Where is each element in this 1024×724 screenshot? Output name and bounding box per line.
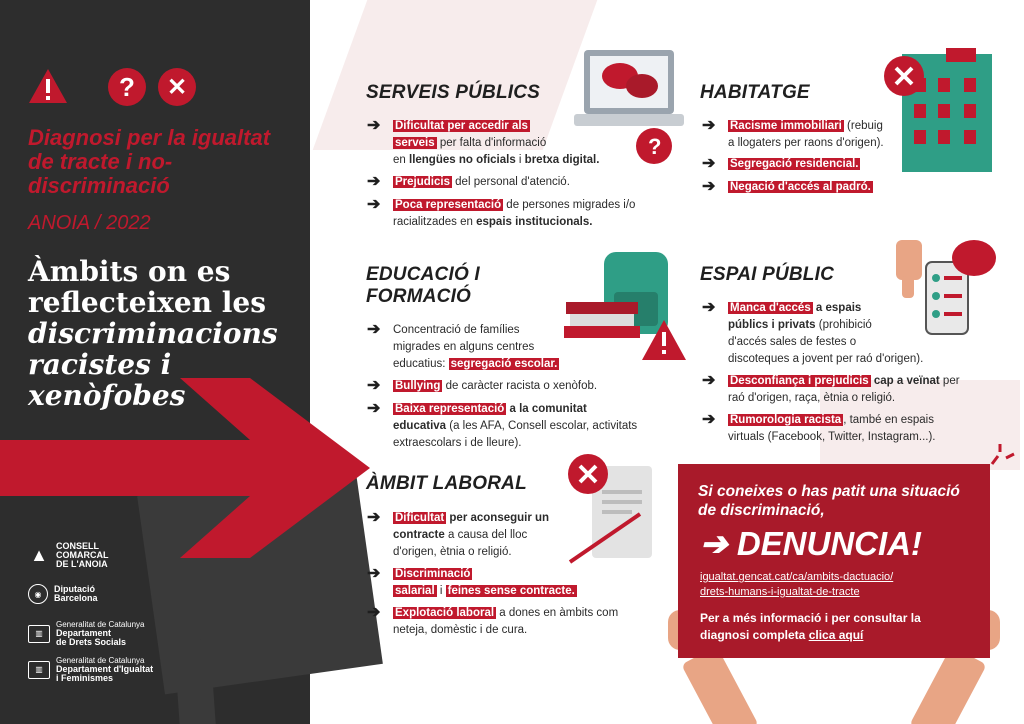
item-text: extraescolars i de lleure). [393, 437, 522, 449]
item-text: discoteques a jovent per raó d'origen). [728, 353, 924, 365]
item-text: virtuals (Facebook, Twitter, Instagram...). [728, 431, 936, 443]
report-box [678, 464, 990, 658]
item-text: racialitzades en [393, 216, 477, 228]
report-cta-text: DENUNCIA! [736, 525, 922, 562]
svg-text:?: ? [648, 134, 662, 159]
highlight-text: Desconfiança i prejudicis [730, 375, 869, 387]
item-text: i [436, 585, 446, 597]
logo-igualtat-feminismes [28, 656, 153, 683]
item-text: per falta d'informació [436, 137, 547, 149]
bold-text: espais institucionals. [476, 216, 593, 228]
section-title-educacio [366, 264, 480, 308]
arrow-right-icon: ➔ [367, 604, 381, 621]
arrow-right-icon: ➔ [367, 509, 381, 526]
arrow-right-icon: ➔ [367, 117, 381, 134]
highlight-text: Explotació laboral [395, 607, 495, 619]
section-title-laboral: ÀMBIT LABORAL [366, 473, 527, 494]
consell-logo-icon: ▲ [30, 545, 48, 565]
item-text: (a les AFA, Consell escolar, activitats [446, 420, 638, 432]
habitatge-item-2 [702, 155, 918, 173]
logo-text: Generalitat de Catalunya [56, 620, 145, 629]
report-link-line[interactable]: igualtat.gencat.cat/ca/ambits-dactuacio/ [700, 571, 894, 583]
highlight-text: Bullying [395, 380, 441, 392]
laboral-item-3 [367, 604, 653, 639]
item-text: i [515, 154, 525, 166]
item-text: migrades en alguns centres [393, 341, 535, 353]
bold-text: educativa [393, 420, 447, 432]
report-link[interactable] [700, 570, 893, 600]
logo-text: Generalitat de Catalunya [56, 656, 145, 665]
highlight-text: Racisme immobiliari [730, 120, 842, 132]
serveis-item-2 [367, 173, 653, 191]
headline-part-1: Àmbits on es reflecteixen les [28, 255, 266, 319]
arrow-right-icon: ➔ [367, 173, 381, 190]
big-arrow-graphic [0, 378, 370, 558]
arrow-right-icon: ➔ [702, 299, 716, 316]
highlight-text: Segregació residencial. [730, 158, 859, 170]
warning-icon [28, 68, 68, 104]
more-info-text: diagnosi completa [700, 628, 809, 642]
item-text: de persones migrades i/o [503, 199, 636, 211]
serveis-item-1 [367, 117, 633, 169]
highlight-text: feines sense contracte. [447, 585, 575, 597]
arrow-right-icon: ➔ [702, 117, 716, 134]
question-icon: ? [108, 68, 146, 106]
highlight-text: Baixa representació [395, 403, 505, 415]
generalitat-logo-icon: ▥ [28, 661, 50, 679]
diagnosis-subtitle: ANOIA / 2022 [28, 212, 151, 234]
highlight-text: Manca d'accés [730, 302, 811, 314]
item-text: d'origen, ètnia o religió. [393, 546, 512, 558]
logo-text: Diputació [54, 584, 96, 594]
highlight-text: Prejudicis [395, 176, 450, 188]
arrow-right-icon: ➔ [367, 321, 381, 338]
report-cta [700, 524, 922, 563]
item-text: a llogaters per raons d'origen). [728, 137, 884, 149]
logo-text: COMARCAL [56, 550, 109, 560]
espai-item-1 [702, 299, 968, 368]
arrow-right-icon: ➔ [367, 196, 381, 213]
bold-text: per aconseguir un [446, 512, 550, 524]
highlight-text: Negació d'accés al padró. [730, 181, 871, 193]
click-here-link[interactable]: clica aquí [808, 628, 864, 642]
serveis-item-3 [367, 196, 673, 231]
close-icon: ✕ [158, 68, 196, 106]
item-text: raó d'origen, raça, ètnia o religió. [728, 392, 896, 404]
bold-text: bretxa digital. [524, 154, 600, 166]
item-text: (rebuig [843, 120, 883, 132]
title-line: EDUCACIÓ I [366, 264, 480, 285]
arrow-right-icon: ➔ [367, 565, 381, 582]
highlight-text: Rumorologia racista [730, 414, 842, 426]
section-title-habitatge: HABITATGE [700, 82, 810, 103]
bold-text: contracte [393, 529, 445, 541]
highlight-text: salarial [395, 585, 435, 597]
habitatge-item-3 [702, 178, 918, 196]
highlight-text: segregació escolar. [450, 358, 558, 370]
logo-text: de Drets Socials [56, 637, 127, 647]
arrow-right-icon: ➔ [702, 372, 716, 389]
arrow-right-icon: ➔ [702, 155, 716, 172]
educacio-item-3 [367, 400, 663, 452]
logo-text: i Feminismes [56, 673, 114, 683]
headline-part-2: discriminacions racistes i xenòfobes [28, 317, 278, 412]
left-panel [0, 0, 310, 724]
bold-text: públics i privats [728, 319, 816, 331]
more-info [700, 610, 970, 644]
item-text: en [393, 154, 409, 166]
logo-text: Departament d'Igualtat [56, 664, 154, 674]
diagnosis-title: Diagnosi per la igualtat de tracte i no-discriminació [28, 125, 271, 198]
logo-text: CONSELL [56, 541, 100, 551]
generalitat-logo-icon: ▥ [28, 625, 50, 643]
logo-text: DE L'ANOIA [56, 559, 108, 569]
laboral-item-1 [367, 509, 583, 561]
highlight-text: Dificultat per accedir als [395, 120, 528, 132]
item-text: (prohibició [815, 319, 872, 331]
item-text: educatius: [393, 358, 449, 370]
arrow-right-icon: ➔ [702, 178, 716, 195]
section-title-serveis: SERVEIS PÚBLICS [366, 82, 541, 103]
diputacio-logo-icon: ◉ [28, 584, 48, 604]
highlight-text: Discriminació [395, 568, 471, 580]
bold-text: cap a veïnat [870, 375, 940, 387]
report-question: Si coneixes o has patit una situació de discriminació, [698, 483, 960, 519]
item-text: d'accés sales de festes o [728, 336, 857, 348]
item-text: neteja, domèstic i de cura. [393, 624, 528, 636]
section-title-espai: ESPAI PÚBLIC [700, 264, 835, 285]
sparkle-icon [986, 440, 1016, 470]
arrow-right-icon: ➔ [367, 377, 381, 394]
arrow-right-icon: ➔ [367, 400, 381, 417]
logo-diputacio [28, 584, 98, 604]
logo-drets-socials [28, 620, 145, 647]
habitatge-item-1 [702, 117, 918, 152]
educacio-item-2 [367, 377, 653, 395]
item-text: per [939, 375, 960, 387]
espai-item-3 [702, 411, 978, 446]
laboral-item-2 [367, 565, 613, 600]
logo-text: Barcelona [54, 593, 98, 603]
title-line: FORMACIÓ [366, 286, 472, 307]
item-text: de caràcter racista o xenòfob. [442, 380, 598, 392]
highlight-text: Dificultat [395, 512, 445, 524]
arrow-right-icon: ➔ [700, 525, 737, 562]
espai-item-2 [702, 372, 978, 407]
educacio-item-1 [367, 321, 593, 373]
item-text: Concentració de famílies [393, 324, 520, 336]
item-text: a dones en àmbits com [496, 607, 619, 619]
logo-text: Departament [56, 628, 112, 638]
highlight-text: serveis [395, 137, 435, 149]
more-info-text: Per a més informació i per consultar la [700, 611, 921, 625]
item-text: , també en espais [843, 414, 934, 426]
bold-text: a espais [812, 302, 862, 314]
report-link-line[interactable]: drets-humans-i-igualtat-de-tracte [700, 586, 860, 598]
bold-text: llengües no oficials [409, 154, 516, 166]
item-text: del personal d'atenció. [451, 176, 570, 188]
bold-text: a la comunitat [506, 403, 587, 415]
highlight-text: Poca representació [395, 199, 502, 211]
arrow-right-icon: ➔ [702, 411, 716, 428]
item-text: a causa del lloc [444, 529, 528, 541]
